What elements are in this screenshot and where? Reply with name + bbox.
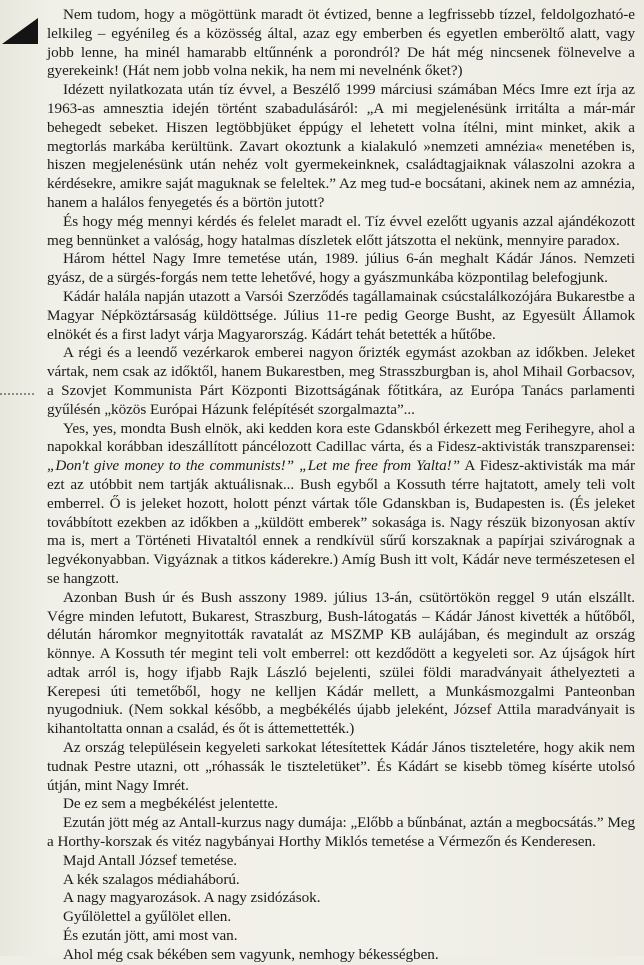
body-text <box>47 6 635 965</box>
paragraph-13: A kék szalagos médiaháború. <box>63 870 240 888</box>
paragraph-15: Gyűlölettel a gyűlölet ellen. <box>63 908 232 926</box>
paragraph-12: Majd Antall József temetése. <box>63 851 238 869</box>
paragraph-2: Idézett nyilatkozata után tíz évvel, a Beszélő 1999 márciusi számában Mécs Imre ezt írja az 1963-as amnesztia idején történt szabadulásáról: „A mi megjelenésünk irritálta a már-már behegedt sebeket. Hiszen legtöbbjüket éppúgy el lehetett volna ítélni, mint minket, akik a megtorlás markába kerültünk. Zavart okoztunk a kialakuló »nemzeti amnézia« menetében is, hiszen megjelenésünk után nehéz volt gyermekeinknek, családtagjaiknak válaszolni azokra a kérdésekre, amikre saját maguknak se feleltek.” Az meg tud-e bocsátani, akinek nem az amnézia, hanem a halálos fenyegetés és a börtön jutott? <box>47 81 635 211</box>
paragraph-16: És ezután jött, ami most van. <box>63 927 238 945</box>
paragraph-8: Azonban Bush úr és Bush asszony 1989. július 13-án, csütörtökön reggel 9 után elszállt. Végre minden lefutott, Bukarest, Straszburg, Bush-látogatás – Kádár Jánost kivették a hűtőből, délután háromkor megnyitották ravatalát az MSZMP KB aulájában, és megindult az ország könnye. A Kossuth tér megint teli volt emberrel: ott kezdődött a kegyeleti sor. Az újságok hírt adtak arról is, hogy ifjabb Rajk László bejelenti, szülei földi maradványait áthelyezteti a Kerepesi úti temetőből, hogy ne kelljen Kádár mellett, a Munkásmozgalmi Panteonban nyugodniuk. (Nem sokkal később, a megbékélés újabb jeleként, József Attila maradványait is kihantoltatta onnan a család, és őt is áttemettették.) <box>47 588 635 738</box>
paragraph-17: Ahol még csak békében sem vagyunk, nemhogy békességben. <box>63 945 439 963</box>
paragraph-3: És hogy még mennyi kérdés és felelet maradt el. Tíz évvel ezelőtt ugyanis azzal ajándékozott meg bennünket a valóság, hogy hatalmas díszletek előtt játszotta el nekünk, mennyire paradox. <box>47 212 635 249</box>
paragraph-7-end: A Fidesz-aktivisták ma már ezt az utóbbit nem tartják aktuálisnak... Bush egyből a Kossuth térre hajtatott, amely teli volt emberrel. Ő is jeleket hozott, holott pénzt vártak tőle Gdanskban is, Budapesten is. (És jeleket továbbított ezekben az időkben a „küldött emberek” sokasága is. Nagy részük bizonyosan aktív ma is, mert a Történeti Hivataltól ennek a rendkívül sűrű korszaknak a papírjai szivárognak a legvékonyabban. Vigyáznak a titkos káderekre.) Amíg Bush itt volt, Kádár neve természetesen el se hangzott. <box>47 457 635 587</box>
paragraph-7-start: Yes, yes, mondta Bush elnök, aki kedden kora este Gdanskból érkezett meg Ferihegyre, ahol a napokkal korábban ideszállított páncélozott Cadillac várta, és a Fidesz-aktivisták transzparensei: <box>47 419 635 456</box>
paragraph-1: Nem tudom, hogy a mögöttünk maradt öt évtized, benne a legfrissebb tízzel, feldolgozható-e lelkileg – egyénileg és a közösség által, azaz egy emberben és egyetlen emberöltő alatt, vagy jobb lenne, ha minél hamarabb eltűnnénk a porondról? De hát még nincsenek fölnevelve a gyerekeink! (Hát nem jobb volna nekik, ha nem mi nevelnénk őket?) <box>47 6 635 80</box>
paragraph-6: A régi és a leendő vezérkarok emberei nagyon őrizték egymást azokban az időkben. Jeleket vártak, nem csak az időktől, hanem Bukarestben, meg Strasszburgban is, ahol Mihail Gorbacsov, a Szovjet Kommunista Párt Központi Bizottságának főtitkára, az Európa Tanács parlamenti gyűlésén „közös Európai Házunk felépítését szorgalmazta”... <box>47 344 635 418</box>
paragraph-10: De ez sem a megbékélést jelentette. <box>63 795 278 813</box>
paragraph-9: Az ország településein kegyeleti sarkokat létesítettek Kádár János tiszteletére, hogy akik nem tudnak Pestre utazni, ott „róhassák le tiszteletüket”. És Kádárt se kisebb tömeg kísérte utolsó útján, mint Nagy Imrét. <box>47 739 635 794</box>
paragraph-7 <box>47 420 635 589</box>
banner-quote: „Don't give money to the communists!” „Let me free from Yalta!” <box>47 457 461 475</box>
paragraph-4: Három héttel Nagy Imre temetése után, 1989. július 6-án meghalt Kádár János. Nemzeti gyász, de a sürgés-forgás nem tette lehetővé, hogy a gyászmunkába központilag belefogjunk. <box>47 250 635 287</box>
paragraph-14: A nagy magyarozások. A nagy zsidózások. <box>63 889 321 907</box>
margin-dotted-rule <box>0 393 34 397</box>
paragraph-5: Kádár halála napján utazott a Varsói Szerződés tagállamainak csúcstalálkozójára Bukarestbe a Magyar Népköztársaság küldöttsége. Július 11-re pedig George Busht, az Egyesült Államok elnökét és a first ladyt várja Magyarország. Kádárt tehát betették a hűtőbe. <box>47 287 635 343</box>
paragraph-11: Ezután jött még az Antall-kurzus nagy dumája: „Előbb a bűnbánat, aztán a megbocsátás.” Meg a Horthy-korszak és vitéz nagybányai Horthy Miklós temetése a Vérmezőn és Kenderesen. <box>47 814 636 851</box>
